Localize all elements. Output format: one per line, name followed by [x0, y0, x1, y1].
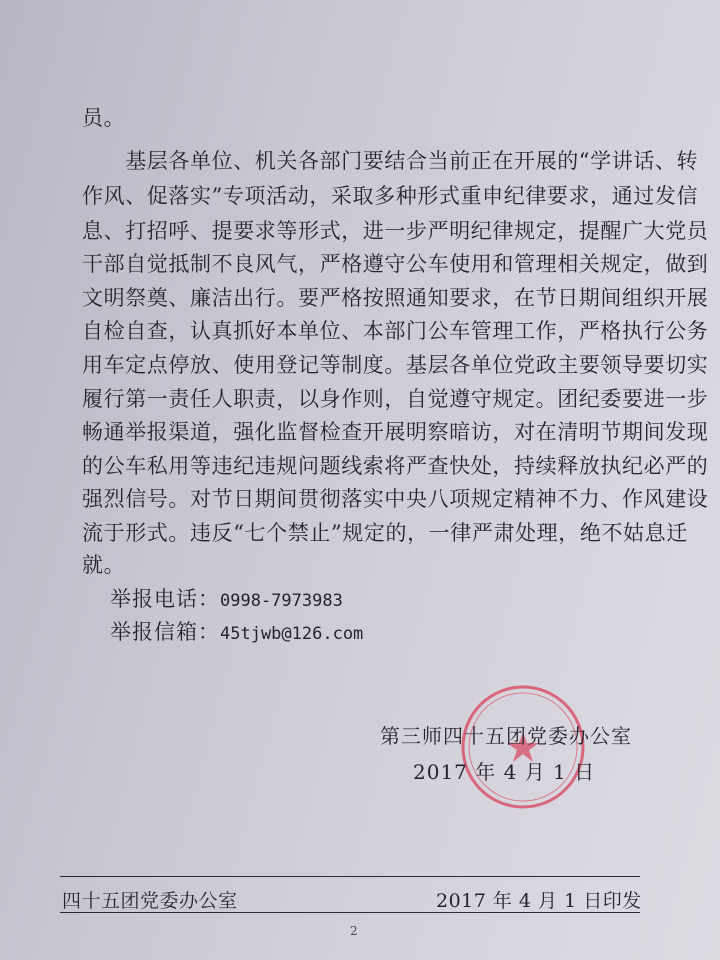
page-number: 2	[350, 924, 358, 938]
body-line: 干部自觉抵制不良风气，严格遵守公车使用和管理相关规定，做到	[82, 252, 709, 276]
body-line: 强烈信号。对节日期间贯彻落实中央八项规定精神不力、作风建设	[82, 487, 709, 511]
report-phone-label: 举报电话：	[110, 587, 220, 611]
report-phone-number: 0998-7973983	[220, 591, 343, 611]
footer-top-rule	[60, 876, 640, 877]
body-line: 的公车私用等违纪违规问题线索将严查快处，持续释放执纪必严的	[82, 454, 709, 478]
body-line: 自检自查，认真抓好本单位、本部门公车管理工作，严格执行公务	[82, 319, 709, 343]
body-line: 文明祭奠、廉洁出行。要严格按照通知要求，在节日期间组织开展	[82, 286, 709, 310]
report-email	[110, 620, 670, 646]
report-phone	[110, 587, 670, 613]
body-line: 就。	[82, 553, 126, 577]
report-email-address: 45tjwb@126.com	[220, 624, 364, 644]
footer-bottom-rule	[60, 912, 640, 913]
body-line: 履行第一责任人职责，以身作则，自觉遵守规定。团纪委要进一步	[82, 387, 709, 411]
body-line: 员。	[82, 106, 126, 130]
report-email-label: 举报信箱：	[110, 620, 220, 644]
signature-org: 第三师四十五团党委办公室	[380, 724, 632, 748]
signature-date: 2017 年 4 月 1 日	[413, 760, 596, 784]
body-line: 流于形式。违反“七个禁止”规定的，一律严肃处理，绝不姑息迁	[82, 521, 688, 545]
body-line: 息、打招呼、提要求等形式，进一步严明纪律规定，提醒广大党员	[82, 219, 709, 243]
body-line: 用车定点停放、使用登记等制度。基层各单位党政主要领导要切实	[82, 353, 709, 377]
body-line: 基层各单位、机关各部门要结合当前正在开展的“学讲话、转	[82, 149, 699, 173]
body-line: 畅通举报渠道，强化监督检查开展明察暗访，对在清明节期间发现	[82, 420, 709, 444]
footer-issuer: 四十五团党委办公室	[62, 890, 238, 912]
body-line: 作风、促落实”专项活动，采取多种形式重申纪律要求，通过发信	[82, 184, 699, 208]
footer-issue-date: 2017 年 4 月 1 日印发	[436, 890, 642, 912]
